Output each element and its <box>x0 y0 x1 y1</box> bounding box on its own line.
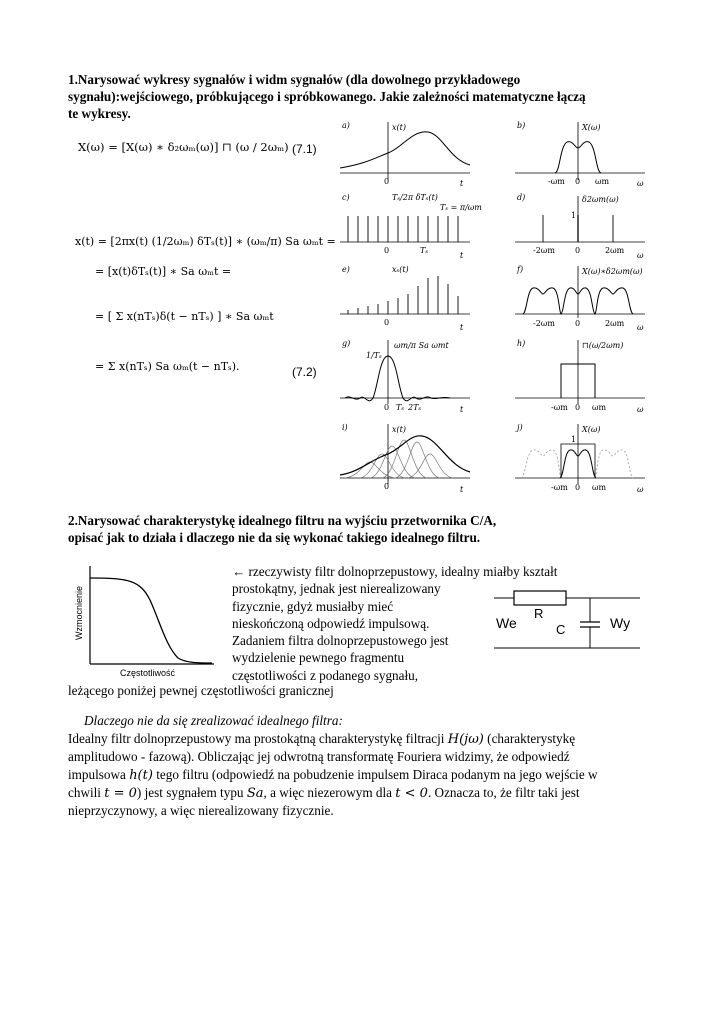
hjw-symbol: H(jω) <box>447 732 484 747</box>
panel-d-ylabel: δ2ωm(ω) <box>582 195 619 204</box>
panel-i-ylabel: x(t) <box>392 425 406 434</box>
panel-d-tick-zero: 0 <box>575 246 581 255</box>
question-1-line-1: 1.Narysować wykresy sygnałów i widm sygnałów (dla dowolnego przykładowego <box>68 72 521 87</box>
why-heading: Dlaczego nie da się zrealizować idealnego filtra: <box>84 713 343 728</box>
panel-j-tick-neg: -ωm <box>551 483 568 492</box>
answer-line-2: prostokątny, jednak jest nierealizowany <box>232 581 441 597</box>
answer-line-4: nieskończoną odpowiedź impulsową. <box>232 615 430 631</box>
panel-a <box>340 118 490 190</box>
panel-f-ylabel: X(ω)∗δ2ωm(ω) <box>582 267 643 276</box>
panel-f-tick-zero: 0 <box>575 319 581 328</box>
panel-b-plot <box>515 118 665 190</box>
panel-b-tick-zero: 0 <box>575 177 581 186</box>
equation-7-1: X(ω) = [X(ω) ∗ δ₂ωₘ(ω)] ⊓ (ω / 2ωₘ) <box>78 140 289 154</box>
why-text-3a: impulsowa <box>68 766 130 782</box>
question-2 <box>68 512 708 546</box>
filter-response-graph <box>68 560 218 685</box>
panel-d-tick-neg: -2ωm <box>533 246 555 255</box>
sa-symbol: Sa <box>246 785 264 801</box>
panel-a-ylabel: x(t) <box>392 123 406 132</box>
panel-h-tick-neg: -ωm <box>551 403 568 412</box>
panel-c-origin: 0 <box>384 246 390 255</box>
panel-e-samples <box>348 276 458 314</box>
answer-line-6: wydzielenie pewnego fragmentu <box>232 650 405 666</box>
panel-j <box>515 420 665 496</box>
why-text-4c: , a więc niezerowym dla <box>263 784 396 800</box>
panel-b-axis: ω <box>637 179 644 188</box>
panel-c-plot <box>340 190 490 262</box>
question-1-line-2: sygnału):wejściowego, próbkującego i spróbkowanego. Jakie zależności matematyczne łączą <box>68 89 586 104</box>
panel-f-axis: ω <box>637 323 644 332</box>
panel-e-letter: e) <box>342 265 350 274</box>
why-text-4b: ) jest sygnałem typu <box>136 784 247 800</box>
panel-b-ylabel: X(ω) <box>582 123 601 132</box>
question-1-line-3: te wykresy. <box>68 106 131 121</box>
panel-j-unit: 1 <box>571 435 577 444</box>
output-label: Wy <box>610 615 631 631</box>
panel-f-plot <box>515 262 665 334</box>
panel-j-tick-pos: ωm <box>592 483 607 492</box>
panel-g-tick-zero: 0 <box>384 403 390 412</box>
panel-h-plot <box>515 336 665 418</box>
equation-7-2-line-1: x(t) = [2πx(t) (1/2ωₘ) δTₛ(t)] ∗ (ωₘ/π) Sa ωₘt = <box>75 235 336 248</box>
panel-f-tick-neg: -2ωm <box>533 319 555 328</box>
panel-g-letter: g) <box>342 339 351 348</box>
rc-circuit <box>492 584 642 659</box>
panel-i-letter: i) <box>342 423 348 432</box>
question-2-line-2: opisać jak to działa i dlaczego nie da się wykonać takiego idealnego filtru. <box>68 530 481 545</box>
panel-h-tick-pos: ωm <box>592 403 607 412</box>
capacitor-label: C <box>556 622 566 637</box>
panel-h-ylabel: ⊓(ω/2ωm) <box>582 341 624 350</box>
panel-d-tick-pos: 2ωm <box>605 246 625 255</box>
question-2-line-1: 2.Narysować charakterystykę idealnego filtru na wyjściu przetwornika C/A, <box>68 513 497 528</box>
panel-b-tick-pos: ωm <box>595 177 610 186</box>
answer-line-5: Zadaniem filtra dolnoprzepustowego jest <box>232 633 449 649</box>
panel-g-level: 1/Tₛ <box>366 351 382 360</box>
panel-d-axis: ω <box>637 251 644 260</box>
answer-line-8: leżącego poniżej pewnej częstotliwości granicznej <box>68 683 334 698</box>
answer-text <box>232 563 558 684</box>
panel-d-unit: 1 <box>571 211 577 220</box>
ht-symbol: h(t) <box>129 767 153 783</box>
panel-j-letter: j) <box>517 423 523 432</box>
panel-f-letter: f) <box>517 265 524 274</box>
equation-7-2-line-3: = [ Σ x(nTₛ)δ(t − nTₛ) ] ∗ Sa ωₘt <box>95 310 274 323</box>
panel-c-note: Tₛ = π/ωm <box>440 203 482 212</box>
panel-e-origin: 0 <box>384 318 390 327</box>
rc-circuit-diagram <box>492 584 642 654</box>
why-line-5: nieprzyczynowy, a więc nierealizowany fizycznie. <box>68 803 334 819</box>
panel-h-letter: h) <box>517 339 526 348</box>
panel-j-plot <box>515 420 665 496</box>
panel-b-letter: b) <box>517 121 526 130</box>
panel-i-origin: 0 <box>384 482 390 491</box>
panel-a-letter: a) <box>342 121 350 130</box>
panel-d-letter: d) <box>517 193 526 202</box>
panel-g-tick-ts: Tₛ <box>396 403 405 412</box>
equation-7-1-tag: (7.1) <box>292 142 317 156</box>
panel-g-axis: t <box>460 405 464 414</box>
equation-7-2-tag: (7.2) <box>292 365 317 379</box>
panel-c-letter: c) <box>342 193 350 202</box>
why-text-4a: chwili <box>68 784 105 800</box>
panel-a-axis: t <box>460 179 464 188</box>
panel-h <box>515 336 665 418</box>
panel-g <box>340 336 490 418</box>
panel-b-tick-neg: -ωm <box>548 177 565 186</box>
panel-e-plot <box>340 262 490 334</box>
panel-c-period: Tₛ <box>420 246 429 255</box>
panel-i-plot <box>340 420 490 496</box>
panel-c <box>340 190 490 262</box>
panel-a-origin: 0 <box>384 177 390 186</box>
question-1 <box>68 71 708 122</box>
why-text-3b: tego filtru (odpowiedź na pobudzenie impulsem Diraca podanym na jego wejście w <box>152 766 598 782</box>
panel-i <box>340 420 490 496</box>
panel-j-axis: ω <box>637 485 644 494</box>
filter-ylabel: Wzmocnienie <box>74 585 84 640</box>
resistor-symbol <box>514 591 566 605</box>
why-line-2: amplitudowo - fazową). Obliczając jej odwrotną transformatę Fouriera widzimy, że odpowiedź <box>68 749 570 765</box>
why-line-3 <box>68 766 708 784</box>
panel-e <box>340 262 490 334</box>
panel-c-ylabel: Tₛ/2π δTₛ(t) <box>392 193 438 202</box>
why-text-1a: Idealny filtr dolnoprzepustowy ma prostokątną charakterystykę filtracji <box>68 731 448 746</box>
panel-e-ylabel: xₛ(t) <box>392 265 409 274</box>
equation-7-2-line-4: = Σ x(nTₛ) Sa ωₘ(t − nTₛ). <box>95 360 240 373</box>
equation-7-2-line-2: = [x(t)δTₛ(t)] ∗ Sa ωₘt = <box>95 265 232 278</box>
tlt-symbol: t < 0 <box>395 785 428 801</box>
t0-symbol: t = 0 <box>104 785 137 801</box>
panel-g-ylabel: ωm/π Sa ωmt <box>394 341 449 350</box>
filter-xlabel: Częstotliwość <box>120 668 176 678</box>
panel-c-axis: t <box>460 251 464 260</box>
answer-line-7: częstotliwości z podanego sygnału, <box>232 667 419 683</box>
why-text-1b: (charakterystykę <box>483 731 576 746</box>
resistor-label: R <box>534 606 544 621</box>
why-text-4d: . Oznacza to, że filtr taki jest <box>427 784 580 800</box>
panel-f <box>515 262 665 334</box>
panel-a-plot <box>340 118 490 190</box>
panel-g-plot <box>340 336 490 418</box>
answer-line-3: fizycznie, gdyż musiałby mieć <box>232 598 394 614</box>
panel-h-tick-zero: 0 <box>575 403 581 412</box>
panel-j-ylabel: X(ω) <box>582 425 601 434</box>
panel-h-axis: ω <box>637 405 644 414</box>
filter-response-plot <box>68 560 218 680</box>
why-line-4 <box>68 784 708 802</box>
panel-b <box>515 118 665 190</box>
panel-d <box>515 190 665 262</box>
answer-line-1: ← rzeczywisty filtr dolnoprzepustowy, idealny miałby kształt <box>232 564 558 579</box>
why-line-1 <box>68 730 708 748</box>
panel-g-tick-2ts: 2Tₛ <box>408 403 422 412</box>
panel-c-spikes <box>348 216 458 242</box>
why-paragraph <box>68 730 708 819</box>
panel-e-axis: t <box>460 323 464 332</box>
panel-f-tick-pos: 2ωm <box>605 319 625 328</box>
input-label: We <box>496 615 517 631</box>
panel-d-plot <box>515 190 665 262</box>
panel-i-axis: t <box>460 485 464 494</box>
panel-j-tick-zero: 0 <box>575 483 581 492</box>
